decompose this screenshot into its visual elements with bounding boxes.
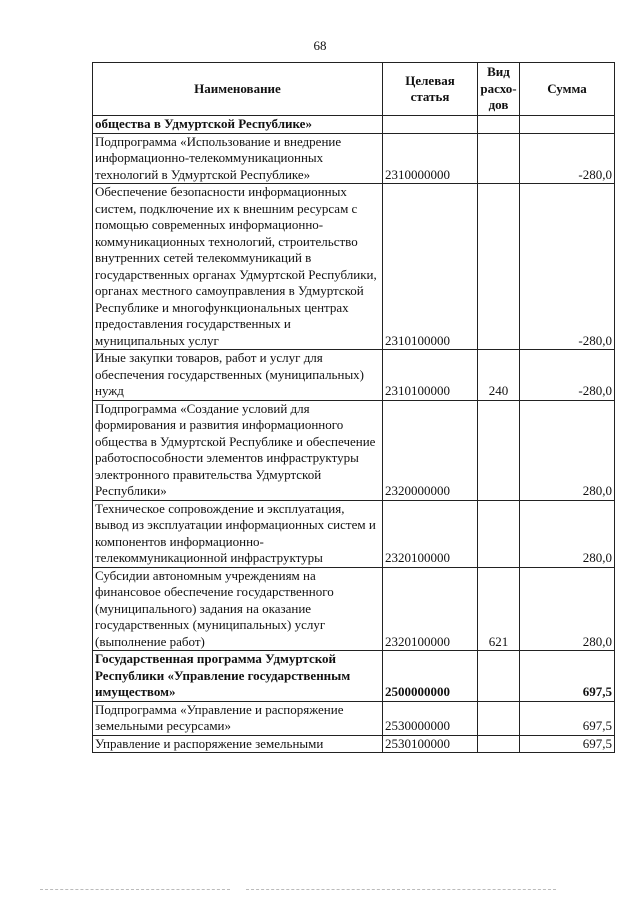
footer-line-right (246, 889, 556, 890)
cell-code: 2530100000 (383, 735, 478, 753)
budget-table (92, 62, 615, 753)
cell-sum (520, 116, 615, 134)
table-row (93, 400, 615, 500)
cell-name: Иные закупки товаров, работ и услуг для обеспечения государственных (муниципальных) нужд (93, 350, 383, 401)
cell-sum: -280,0 (520, 350, 615, 401)
cell-code: 2310000000 (383, 133, 478, 184)
cell-sum: -280,0 (520, 184, 615, 350)
cell-type (478, 735, 520, 753)
cell-code: 2320100000 (383, 500, 478, 567)
cell-code: 2310100000 (383, 184, 478, 350)
cell-type: 621 (478, 567, 520, 651)
cell-sum: -280,0 (520, 133, 615, 184)
cell-code: 2310100000 (383, 350, 478, 401)
cell-name: Подпрограмма «Создание условий для формирования и развития информационного общества в Удмуртской Республике и обеспечение работоспособности элементов инфраструктуры электронного правительства Удмуртской Республики» (93, 400, 383, 500)
cell-type (478, 184, 520, 350)
cell-name: Обеспечение безопасности информационных систем, подключение их к внешним ресурсам с помощью современных информационно-коммуникационных технологий, строительство внутренних сетей телекоммуникаций в государственных органах Удмуртской Республики, органах местного самоуправления в Удмуртской Республике и многофункциональных центрах предоставления государственных и муниципальных услуг (93, 184, 383, 350)
table-row (93, 701, 615, 735)
page-number: 68 (313, 38, 327, 53)
cell-sum: 697,5 (520, 651, 615, 702)
cell-name: общества в Удмуртской Республике» (93, 116, 383, 134)
table-row (93, 735, 615, 753)
cell-type (478, 116, 520, 134)
cell-code (383, 116, 478, 134)
cell-sum: 697,5 (520, 735, 615, 753)
cell-code: 2320000000 (383, 400, 478, 500)
cell-code: 2320100000 (383, 567, 478, 651)
header-sum: Сумма (520, 63, 615, 116)
cell-type (478, 701, 520, 735)
table-row (93, 133, 615, 184)
cell-type (478, 400, 520, 500)
footer-line-left (40, 889, 230, 890)
cell-type (478, 500, 520, 567)
cell-name: Подпрограмма «Управление и распоряжение земельными ресурсами» (93, 701, 383, 735)
cell-name: Государственная программа Удмуртской Республики «Управление государственным имуществом» (93, 651, 383, 702)
table-body (93, 116, 615, 753)
header-type: Вид расхо- дов (478, 63, 520, 116)
header-name: Наименование (93, 63, 383, 116)
cell-name: Подпрограмма «Использование и внедрение информационно-телекоммуникационных технологий в Удмуртской Республике» (93, 133, 383, 184)
cell-type: 240 (478, 350, 520, 401)
cell-code: 2500000000 (383, 651, 478, 702)
table-row (93, 350, 615, 401)
header-code: Целевая статья (383, 63, 478, 116)
cell-type (478, 651, 520, 702)
cell-code: 2530000000 (383, 701, 478, 735)
cell-sum: 697,5 (520, 701, 615, 735)
table-row (93, 567, 615, 651)
table-header-row (93, 63, 615, 116)
table-row (93, 116, 615, 134)
cell-sum: 280,0 (520, 400, 615, 500)
cell-sum: 280,0 (520, 500, 615, 567)
cell-name: Техническое сопровождение и эксплуатация, вывод из эксплуатации информационных систем и компонентов информационно-телекоммуникационной инфраструктуры (93, 500, 383, 567)
cell-sum: 280,0 (520, 567, 615, 651)
table-row (93, 184, 615, 350)
table-row (93, 651, 615, 702)
table-row (93, 500, 615, 567)
cell-type (478, 133, 520, 184)
cell-name: Управление и распоряжение земельными (93, 735, 383, 753)
cell-name: Субсидии автономным учреждениям на финансовое обеспечение государственного (муниципального) задания на оказание государственных (муниципальных) услуг (выполнение работ) (93, 567, 383, 651)
